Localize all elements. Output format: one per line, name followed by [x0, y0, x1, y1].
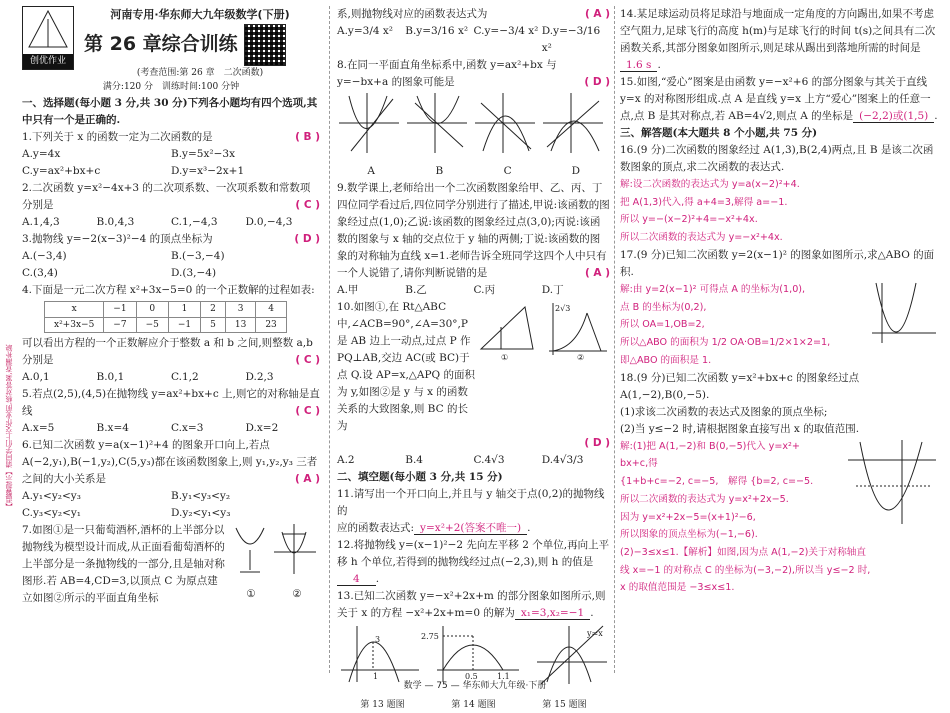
- score-info: 满分:120 分 训练时间:100 分钟: [102, 82, 240, 93]
- q4-table-cell: −1: [168, 317, 200, 333]
- q18-solution-bottom: (2)−3≤x≤1.【解析】如图,因为点 A(1,−2)关于对称轴直 线 x=−1 的对称点 C 的坐标为(−3,−2),所以当 y≤−2 时, x 的取值范围是 −3≤x≤1.: [620, 547, 871, 594]
- divider: [614, 6, 615, 673]
- q10-fig2-label: ②: [577, 353, 585, 361]
- q12-answer: 4: [337, 573, 376, 586]
- fig14-label-11: 1.1: [497, 672, 510, 681]
- q4-stem2: 可以看出方程的一个正数解应介于整数 a 和 b 之间,则整数 a,b 分别是 ( C ): [22, 337, 320, 367]
- q4-table-cell: 3: [225, 301, 255, 317]
- q18-part2: (2)当 y≤−2 时,请根据图象直接写出 x 的取值范围.: [620, 422, 860, 435]
- q8-labels: A B C D: [367, 165, 581, 177]
- q14-stem: 14.某足球运动员将足球沿与地面成一定角度的方向踢出,如果不考虑空气阻力,足球飞行的高度 h(m)与足球飞行的时间 t(s)之间具有二次函数关系,其部分图象如图所示,则足球从踢出到落地所需的时间是1.6 s .: [620, 8, 936, 71]
- section-2-heading: 二、填空题(每小题 3 分,共 15 分): [337, 471, 503, 483]
- fig13-label-1: 1: [373, 672, 379, 681]
- q10-options: A.2 B.4 C.4√3 D.4√3/3: [337, 454, 584, 466]
- q11-stem: 11.请写出一个开口向上,并且与 y 轴交于点(0,2)的抛物线的: [337, 488, 605, 517]
- q7-fig1-label: ①: [246, 588, 256, 601]
- q4-stem: 4.下面是一元二次方程 x²+3x−5=0 的一个正数解的过程如表:: [22, 283, 315, 296]
- q4-table-cell: −1: [104, 301, 136, 317]
- q3-stem: 3.抛物线 y=−2(x−3)²−4 的顶点坐标为 ( D ): [22, 232, 320, 245]
- q5-options: A.x=5 B.x=4 C.x=3 D.x=2: [22, 422, 279, 435]
- q10-ylabel: 2√3: [555, 304, 571, 313]
- tree-icon: [23, 7, 73, 55]
- q16-solution: 解:设二次函数的表达式为 y=a(x−2)²+4. 把 A(1,3)代入,得 a+4=3,解得 a=−1. 所以 y=−(x−2)²+4=−x²+4x. 所以二次函数的表达式为 y=−x²+4x.: [620, 179, 800, 244]
- brand-logo: [22, 6, 74, 70]
- chapter-title: 第 26 章综合训练: [84, 33, 238, 56]
- q6-options: A.y₁<y₂<y₃ B.y₁<y₃<y₂: [22, 490, 231, 503]
- q17-stem: 17.(9 分)已知二次函数 y=2(x−1)² 的图象如图所示,求△ABO 的面积.: [620, 248, 935, 278]
- column-right: [620, 6, 938, 597]
- q9-stem: 9.数学课上,老师给出一个二次函数图象给甲、乙、丙、丁四位同学看过后,四位同学分别进行了描述,甲说:该函数的图象经过点(1,0);乙说:该函数的图象经过点(3,0);丙说:该函数的图象与 x 轴的交点位于 y 轴的两侧;丁说:该函数的图象的对称轴为直线 x=1.老师告诉全班同学这四个人中只有一个人说错了,请你判断说错的是 ( A ): [337, 182, 610, 279]
- q8-graphs: [337, 91, 607, 157]
- q4-table-cell: −5: [136, 317, 168, 333]
- q10-stem: 10.如图①,在 Rt△ABC 中,∠ACB=90°,∠A=30°,P 是 AB 边上一动点,过点 P 作 PQ⊥AB,交边 AC(或 BC)于点 Q.设 AP=x,△APQ 的面积为 y,如图②是 y 与 x 的函数关系的大致图象,则 BC 的长为: [337, 301, 475, 432]
- q7-stem2: 系,则抛物线对应的函数表达式为 ( A ): [337, 8, 610, 20]
- q5-stem: 5.若点(2,5),(4,5)在抛物线 y=ax²+bx+c 上,则它的对称轴是直线 ( C ): [22, 388, 320, 418]
- q11-answer: y=x²+2(答案不唯一): [414, 522, 527, 535]
- column-middle: 系,则抛物线对应的函数表达式为 ( A ) A.y=3/4 x² B.y=3/16 x² C.y=−3/4 x² D.y=−3/16 x² 8.在同一平面直角坐标系中,函数 y=ax²+bx 与 y=−bx+a 的图象可能是 ( D ) A B C D 9.数学课上,老师给出一个二次函数图象给甲、乙、丙、丁四位同学看过后,四位同学分别进行了描述,甲说:该函数的图象经过点(1,0);乙说:该函数的图象经过点(3,0);丙说:该函数的图象与 x 轴的交点位于 y 轴的两侧;丁说:该函数的图象的对称轴为直线 x=1.老师告诉全班同学这四个人中只有一个人说错了,请你判断说错的是 ( A ) A.甲 B.乙 C.丙 D.丁 10.如图①,在 Rt△ABC 中,∠ACB=90°,∠A=30°,P 是 AB 边上一动点,过点 P 作 PQ⊥AB,交边 AC(或 BC)于点 Q.设 AP=x,△APQ 的面积为 y,如图②是 y 与 x 的函数关系的大致图象,则 BC 的长为 2√3 ① ② ( D ) A.2 B.4 C.4√3 D.4√3/3 二、填空题(每小题 3 分,共 15 分) 11.请写出一个开口向上,并且与 y 轴交于点(0,2)的抛物线的 应的函数表达式: y=x²+2(答案不唯一) . 12.将抛物线 y=(x−1)²−2 先向左平移 2 个单位,再向上平移 h 个单位,若得到的抛物线经过点(−2,3),则 h 的值是 4 . 13.已知二次函数 y=−x²+2x+m 的部分图象如图所示,则关于 x 的方程 −x²+2x+m=0 的解为 x₁=3,x₂=−1 . 3 1 2.75 0.5 1.1 y=x 第 13 题图 第 14 题图 第 15 题图: [337, 6, 610, 713]
- q18-graph: [846, 438, 938, 526]
- q7-fig2-label: ②: [292, 588, 302, 601]
- fig14-label-275: 2.75: [421, 632, 439, 641]
- q14-answer: 1.6 s: [620, 59, 657, 72]
- q4-table-cell: x: [45, 301, 104, 317]
- scope: (考查范围:第 26 章 二次函数): [136, 67, 264, 78]
- q1-options: A.y=4x B.y=5x²−3x: [22, 147, 235, 160]
- q4-table-cell: 0: [136, 301, 168, 317]
- fig14-label-05: 0.5: [465, 672, 478, 681]
- q4-table-cell: 23: [256, 317, 286, 333]
- q10-figures: [477, 299, 609, 361]
- q12-stem: 12.将抛物线 y=(x−1)²−2 先向左平移 2 个单位,再向上平移 h 个单位,若得到的抛物线经过点(−2,3),则 h 的值是: [337, 539, 610, 568]
- q16-stem: 16.(9 分)二次函数的图象经过 A(1,3),B(2,4)两点,且 B 是该二次函数图象的顶点,求二次函数的表达式.: [620, 144, 934, 173]
- q18-solution-top: 解:(1)把 A(1,−2)和 B(0,−5)代入 y=x²+ bx+c,得 {1+b+c=−2, c=−5, 解得 {b=2, c=−5. 所以二次函数的表达式为 y=x²+2x−5. 因为 y=x²+2x−5=(x+1)²−6, 所以图象的顶点坐标为(−1,−6).: [620, 440, 814, 541]
- figure-captions: 第 13 题图 第 14 题图 第 15 题图: [360, 700, 587, 710]
- q4-options: A.0,1 B.0,1 C.1,2 D.2,3: [22, 371, 274, 384]
- q9-options: A.甲 B.乙 C.丙 D.丁: [337, 284, 564, 296]
- q10-fig1-label: ①: [501, 353, 509, 361]
- q8-stem: 8.在同一平面直角坐标系中,函数 y=ax²+bx 与 y=−bx+a 的图象可能是 ( D ): [337, 59, 610, 88]
- q2-options: A.1,4,3 B.0,4,3 C.1,−4,3 D.0,−4,3: [22, 215, 293, 228]
- q4-table-cell: 5: [201, 317, 226, 333]
- q4-table-cell: 4: [256, 301, 286, 317]
- q1-stem: 1.下列关于 x 的函数一定为二次函数的是 ( B ): [22, 130, 320, 143]
- section-3-heading: 三、解答题(本大题共 8 个小题,共 75 分): [620, 127, 818, 139]
- q13-stem: 13.已知二次函数 y=−x²+2x+m 的部分图象如图所示,则关于 x 的方程 −x²+2x+m=0 的解为 x₁=3,x₂=−1 .: [337, 590, 606, 619]
- q2-stem: 2.二次函数 y=x²−4x+3 的二次项系数、一次项系数和常数项分别是 ( C ): [22, 181, 320, 211]
- fig13-label-3: 3: [375, 635, 381, 644]
- q7-stem: 7.如图①是一只葡萄酒杯,酒杯的上半部分以抛物线为模型设计而成,从正面看葡萄酒杯的上半部分是一条抛物线的一部分,且是轴对称图形.若 AB=4,CD=3,以顶点 C 为原点建立如图②所示的平面直角坐标: [22, 524, 225, 605]
- q4-table-cell: 13: [225, 317, 255, 333]
- q17-solution: 解:由 y=2(x−1)² 可得点 A 的坐标为(1,0), 点 B 的坐标为(0,2), 所以 OA=1,OB=2, 所以△ABO 的面积为 1/2 OA·OB=1/2×1×2=1, 即△ABO 的面积是 1.: [620, 283, 831, 366]
- side-note: 【温馨提示】请同学们上交作业前,核对答案,查漏补缺: [5, 344, 13, 510]
- q15-answer: (−2,2)或(1,5): [853, 110, 934, 123]
- divider: [329, 6, 330, 673]
- q4-table-cell: −7: [104, 317, 136, 333]
- q15-stem: 15.如图,“爱心”图案是由函数 y=−x²+6 的部分图象与其关于直线 y=x 的对称图形组成.点 A 是直线 y=x 上方“爱心”图案上的任意一点,点 B 是其对称点,若 AB=4√2,则点 A 的坐标是 (−2,2)或(1,5) .: [620, 76, 938, 122]
- q4-table-cell: x²+3x−5: [45, 317, 104, 333]
- q6-stem: 6.已知二次函数 y=a(x−1)²+4 的图象开口向上,若点 A(−2,y₁),B(−1,y₂),C(5,y₃)都在该函数图象上,则 y₁,y₂,y₃ 三者之间的大小关系是 ( A ): [22, 439, 320, 486]
- series-title: 河南专用·华东师大九年级数学(下册): [110, 8, 290, 21]
- q7-options: A.y=3/4 x² B.y=3/16 x² C.y=−3/4 x² D.y=−3/16 x²: [337, 25, 601, 54]
- q17-graph: [868, 281, 938, 345]
- q4-table-cell: 1: [168, 301, 200, 317]
- q18-part1: (1)求该二次函数的表达式及图象的顶点坐标;: [620, 405, 828, 418]
- fig15-label: y=x: [587, 629, 603, 638]
- q7-figure: [228, 522, 320, 580]
- qr-code-icon[interactable]: [244, 24, 286, 66]
- q4-table: [44, 301, 287, 333]
- column-left: 创优作业 河南专用·华东师大九年级数学(下册) 第 26 章综合训练 (考查范围:第 26 章 二次函数) 满分:120 分 训练时间:100 分钟 一、选择题(每小题 3 分,共 30 分)下列各小题均有四个选项,其中只有一个是正确的. 1.下列关于 x 的函数一定为二次函数的是 ( B ) A.y=4x B.y=5x²−3x C.y=ax²+bx+c D.y=x³−2x+1 2.二次函数 y=x²−4x+3 的二次项系数、一次项系数和常数项分别是 ( C ) A.1,4,3 B.0,4,3 C.1,−4,3 D.0,−4,3 3.抛物线 y=−2(x−3)²−4 的顶点坐标为 ( D ) A.(−3,4) B.(−3,−4) C.(3,4) D.(3,−4) 4.下面是一元二次方程 x²+3x−5=0 的一个正数解的过程如表: x −1 0 1 2 3 4 x²+3x−5 −7 −5 −1 5 13 23 可以看出方程的一个正数解应介于整数 a 和 b 之间,则整数 a,b 分别是 ( C ) A.0,1 B.0,1 C.1,2 D.2,3 5.若点(2,5),(4,5)在抛物线 y=ax²+bx+c 上,则它的对称轴是直线 ( C ) A.x=5 B.x=4 C.x=3 D.x=2 6.已知二次函数 y=a(x−1)²+4 的图象开口向上,若点 A(−2,y₁),B(−1,y₂),C(5,y₃)都在该函数图象上,则 y₁,y₂,y₃ 三者之间的大小关系是 ( A ) A.y₁<y₂<y₃ B.y₁<y₃<y₂ C.y₃<y₂<y₁ D.y₂<y₁<y₃ 7.如图①是一只葡萄酒杯,酒杯的上半部分以抛物线为模型设计而成,从正面看葡萄酒杯的上半部分是一条抛物线的一部分,且是轴对称图形.若 AB=4,CD=3,以顶点 C 为原点建立如图②所示的平面直角坐标 ① ②: [22, 6, 320, 607]
- brand-name: 创优作业: [23, 54, 73, 69]
- page-footer: 数学 — 75 — 华东师大九年级·下册: [403, 681, 547, 691]
- section-1-heading: 一、选择题(每小题 3 分,共 30 分)下列各小题均有四个选项,其中只有一个是正确的.: [22, 96, 318, 126]
- q3-options: A.(−3,4) B.(−3,−4): [22, 249, 225, 262]
- q4-table-cell: 2: [201, 301, 226, 317]
- q18-stem: 18.(9 分)已知二次函数 y=x²+bx+c 的图象经过点 A(1,−2),B(0,−5).: [620, 371, 860, 401]
- q10-block: [337, 299, 610, 435]
- q13-answer: x₁=3,x₂=−1: [515, 607, 590, 620]
- q7-block: [22, 522, 320, 607]
- header: [22, 6, 320, 80]
